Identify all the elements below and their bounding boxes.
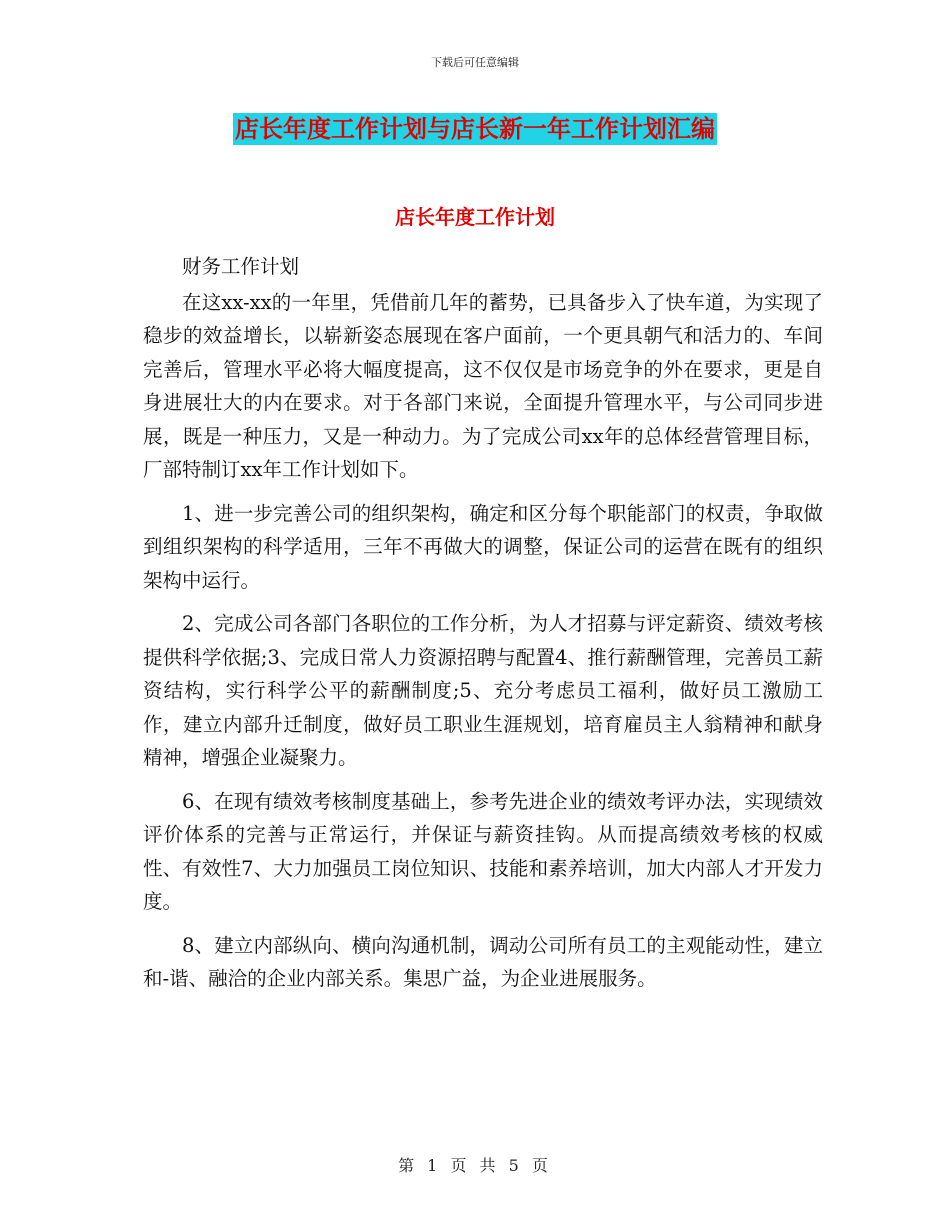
section-title: 店长年度工作计划 xyxy=(395,205,555,229)
paragraph-heading: 财务工作计划 xyxy=(182,255,300,278)
paragraph: 2、完成公司各部门各职位的工作分析，为人才招募与评定薪资、绩效考核提供科学依据;3、完成日常人力资源招聘与配置4、推行薪酬管理，完善员工薪资结构，实行科学公平的薪酬制度;5、充分考虑员工福利，做好员工激励工作，建立内部升迁制度，做好员工职业生涯规划，培育雇员主人翁精神和献身精神，增强企业凝聚力。 xyxy=(143,612,823,769)
page-number: 第 1 页 共 5 页 xyxy=(398,1156,552,1175)
document-body xyxy=(143,250,823,1006)
main-title-container xyxy=(0,113,950,145)
paragraph: 在这xx-xx的一年里，凭借前几年的蓄势，已具备步入了快车道，为实现了稳步的效益增长，以崭新姿态展现在客户面前，一个更具朝气和活力的、车间完善后，管理水平必将大幅度提高，这不仅仅是市场竞争的外在要求，更是自身进展壮大的内在要求。对于各部门来说，全面提升管理水平，与公司同步进展，既是一种压力，又是一种动力。为了完成公司xx年的总体经营管理目标，厂部特制订xx年工作计划如下。 xyxy=(143,290,823,481)
paragraph: 8、建立内部纵向、横向沟通机制，调动公司所有员工的主观能动性，建立和-谐、融洽的企业内部关系。集思广益，为企业进展服务。 xyxy=(143,933,823,990)
paragraph: 6、在现有绩效考核制度基础上，参考先进企业的绩效考评办法，实现绩效评价体系的完善与正常运行，并保证与薪资挂钩。从而提高绩效考核的权威性、有效性7、大力加强员工岗位知识、技能和素养培训，加大内部人才开发力度。 xyxy=(143,789,823,913)
paragraph: 1、进一步完善公司的组织架构，确定和区分每个职能部门的权责，争取做到组织架构的科学适用，三年不再做大的调整，保证公司的运营在既有的组织架构中运行。 xyxy=(143,501,823,592)
main-title: 店长年度工作计划与店长新一年工作计划汇编 xyxy=(235,115,715,143)
header-note: 下载后可任意编辑 xyxy=(431,56,519,69)
